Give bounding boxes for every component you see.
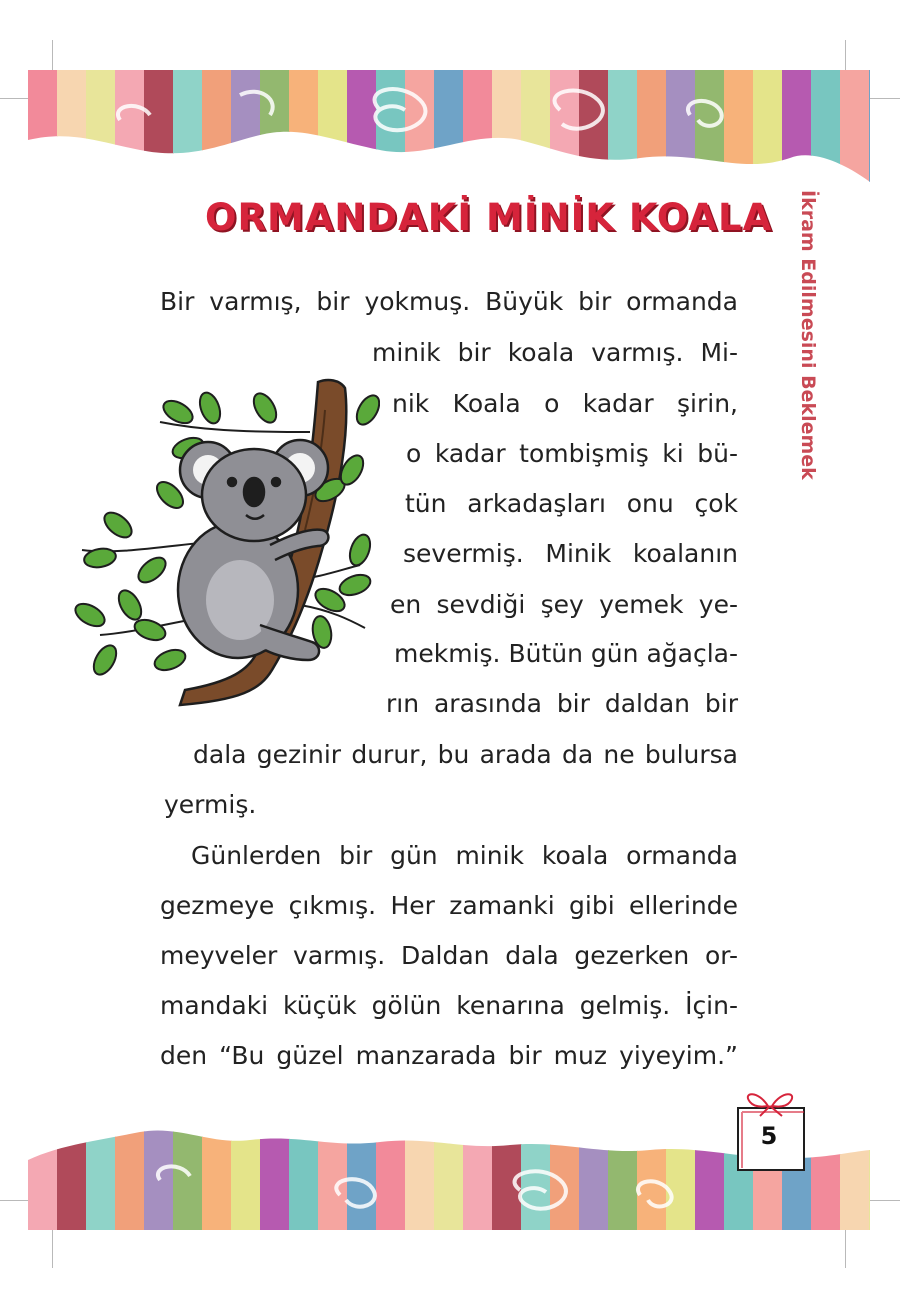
color-stripe (260, 1100, 290, 1300)
story-line: rın arasında bir daldan bir (386, 689, 738, 718)
story-line: Bir varmış, bir yokmuş. Büyük bir ormanda (160, 287, 738, 316)
color-stripe (840, 0, 870, 200)
color-stripe (115, 1100, 145, 1300)
story-line: en sevdiği şey yemek ye- (390, 590, 738, 619)
color-stripe (405, 1100, 435, 1300)
color-stripe (811, 0, 841, 200)
color-stripe (695, 1100, 725, 1300)
story-line: den “Bu güzel manzarada bir muz yiyeyim.” (160, 1041, 738, 1070)
color-stripe (782, 0, 812, 200)
leaf (249, 390, 281, 427)
color-stripe (492, 0, 522, 200)
color-stripe (550, 1100, 580, 1300)
leaf (114, 587, 146, 624)
leaf (346, 532, 374, 568)
color-stripe (492, 1100, 522, 1300)
color-stripe (608, 0, 638, 200)
color-stripe (463, 0, 493, 200)
story-line: yermiş. (164, 790, 257, 819)
color-stripe (202, 0, 232, 200)
color-stripe (376, 0, 406, 200)
side-section-title: İkram Edilmesini Beklemek (797, 190, 819, 480)
color-stripe (173, 1100, 203, 1300)
color-stripe (579, 1100, 609, 1300)
leaf (134, 553, 170, 587)
color-stripe (434, 1100, 464, 1300)
story-line: mandaki küçük gölün kenarına gelmiş. İçin- (160, 991, 738, 1020)
page-title: ORMANDAKİ MİNİK KOALA (205, 196, 773, 239)
color-stripe (318, 0, 348, 200)
color-stripe (231, 0, 261, 200)
color-stripe (753, 0, 783, 200)
story-line: mekmiş. Bütün gün ağaçla- (394, 639, 738, 668)
color-stripe (579, 0, 609, 200)
color-stripe (347, 0, 377, 200)
color-stripe (637, 1100, 667, 1300)
color-stripe (521, 0, 551, 200)
color-stripe (666, 0, 696, 200)
leaf (89, 642, 121, 679)
leaf (100, 508, 136, 542)
koala-illustration (60, 370, 380, 730)
leaf (196, 390, 224, 426)
color-stripe (202, 1100, 232, 1300)
story-line: nik Koala o kadar şirin, (392, 389, 738, 418)
story-line: dala gezinir durur, bu arada da ne bulursa (193, 740, 738, 769)
page-number: 5 (760, 1122, 778, 1150)
top-decorative-band (0, 0, 900, 200)
leaf (337, 571, 373, 599)
color-stripe (144, 0, 174, 200)
color-stripe (289, 1100, 319, 1300)
color-stripe (86, 1100, 116, 1300)
color-stripe (231, 1100, 261, 1300)
story-line: Günlerden bir gün minik koala ormanda (191, 841, 738, 870)
color-stripe (869, 1100, 899, 1300)
color-stripe (86, 0, 116, 200)
story-line: gezmeye çıkmış. Her zamanki gibi ellerinde (160, 891, 738, 920)
color-stripe (28, 0, 58, 200)
color-stripe (869, 0, 899, 200)
story-line: tün arkadaşları onu çok (405, 489, 738, 518)
color-stripe (144, 1100, 174, 1300)
story-line: meyveler varmış. Daldan dala gezerken or- (160, 941, 738, 970)
leaf (352, 392, 380, 429)
color-stripe (463, 1100, 493, 1300)
story-line: severmiş. Minik koalanın (403, 539, 738, 568)
color-stripe (434, 0, 464, 200)
leaf (72, 599, 109, 631)
color-stripe (28, 1100, 58, 1300)
color-stripe (57, 0, 87, 200)
color-stripe (173, 0, 203, 200)
color-stripe (521, 1100, 551, 1300)
story-line: minik bir koala varmış. Mi- (372, 338, 738, 367)
color-stripe (318, 1100, 348, 1300)
color-stripe (289, 0, 319, 200)
color-stripe (840, 1100, 870, 1300)
leaf (152, 646, 188, 674)
color-stripe (724, 0, 754, 200)
color-stripe (376, 1100, 406, 1300)
color-stripe (608, 1100, 638, 1300)
color-stripe (811, 1100, 841, 1300)
color-stripe (115, 0, 145, 200)
color-stripe (637, 0, 667, 200)
color-stripe (260, 0, 290, 200)
color-stripe (57, 1100, 87, 1300)
story-line: o kadar tombişmiş ki bü- (406, 439, 738, 468)
